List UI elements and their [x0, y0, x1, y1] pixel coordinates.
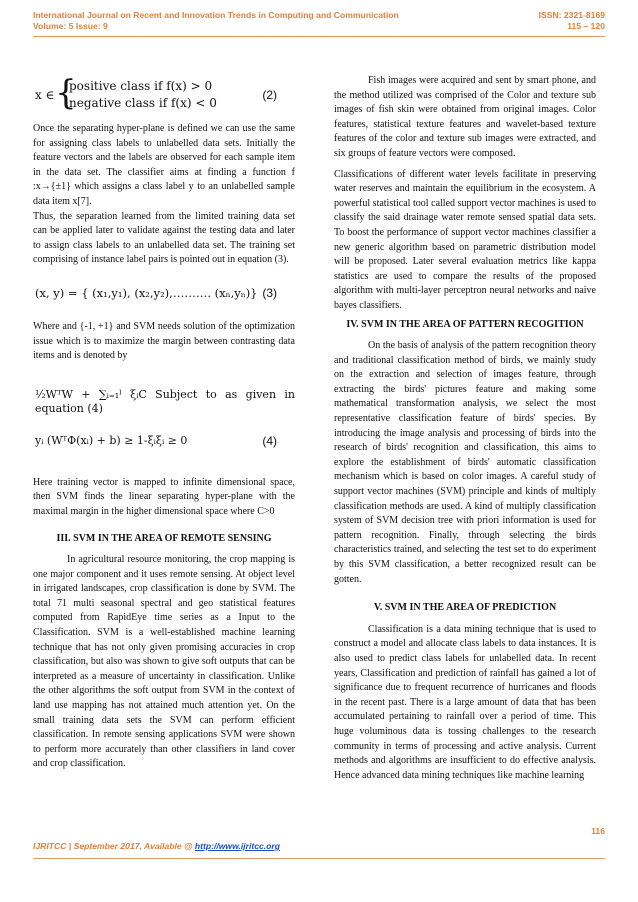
paragraph: Thus, the separation learned from the limited training data set can be applied later to validate against the testing data and later to assign class labels to an unlabelled data set. The training set comprising of instance label pairs is pointed out in equation (3). [33, 210, 295, 266]
page-number: 116 [591, 826, 605, 836]
eq2-number: (2) [262, 88, 277, 102]
page-range: 115 – 120 [567, 21, 605, 31]
eq2-prefix: x ∈ [35, 88, 55, 102]
footer-text: IJRITCC | September 2017, Available @ [33, 841, 195, 851]
eq4-line1: ½WᵀW + ∑ᵢ₌₁ˡ ξᵢC Subject to as given in equation (4) [35, 387, 295, 416]
page-header [33, 10, 605, 32]
issn [539, 10, 605, 32]
section-heading: V. SVM IN THE AREA OF PREDICTION [373, 602, 557, 614]
equation-2: x ∈ { positive class if f(x) > 0 negative class if f(x) < 0 (2) [35, 73, 277, 113]
eq2-line2: negative class if f(x) < 0 [69, 96, 217, 110]
issn-number: ISSN: 2321-8169 [538, 10, 605, 20]
journal-title: International Journal on Recent and Innovation Trends in Computing and Communication [33, 10, 399, 20]
journal-volume: Volume: 5 Issue: 9 [33, 21, 108, 31]
equation-3 [33, 282, 295, 312]
header-rule [33, 36, 605, 37]
eq2-line1: positive class if f(x) > 0 [69, 79, 213, 93]
equation-4 [33, 382, 295, 464]
right-column [334, 74, 596, 783]
paragraph: Here training vector is mapped to infinite dimensional space, then SVM finds the linear separating hyper-plane with the maximal margin in the higher dimensional space where C>0 [33, 476, 295, 517]
section-heading: IV. SVM IN THE AREA OF PATTERN RECOGITION [346, 318, 584, 330]
paragraph: Fish images were acquired and sent by smart phone, and the method utilized was comprised of the Color and texture sub images of fish skin were obtained from original images. Color features, statistical texture features and wavelet-based texture features of the color and texture sub images were extracted, and six groups of feature vectors were composed. [334, 75, 596, 159]
footer-link[interactable]: http://www.ijritcc.org [194, 841, 281, 851]
eq3-number: (3) [262, 285, 277, 300]
paragraph: On the basis of analysis of the pattern recognition theory and traditional classification method of birds, we mainly study on the extraction and selection of images feature, through extracting the birds' pictures feature and making some mathematical transformation analysis, we select the most representative classification feature of birds' species. By introducing the image analysis and processing of birds into the research of birds' recognition and classification, this aims to explore the establishment of birds' automatic classification mechanism which is based on color images. A careful study of support vector machines (SVM) principle and kinds of multiply classification methods are used. A kind of multiply classification system of SVM decision tree with priori information is used for pattern recognition. Finally, through selecting the birds characteristics trained, and selecting the test set to do experiment by this SVM classification, a better recognized result can be gotten. [334, 340, 596, 585]
eq4-line2: yᵢ (WᵀΦ(xᵢ) + b) ≥ 1-ξᵢξᵢ ≥ 0 [35, 433, 188, 447]
section-heading: III. SVM IN THE AREA OF REMOTE SENSING [56, 532, 272, 544]
paragraph: Classifications of different water levels facilitate in preserving water reserves and maintain the equilibrium in the ecosystem. A powerful statistical tool called support vector machines is used to classify the said drainage water remote sensed spatial data sets. To boost the performance of support vector machines classifier a new generic algorithm based on parametric distribution model will be proposed. Later several evaluation metrics like kappa statistics are used to compare the results of the proposed algorithm with multi-layer perceptron neural networks and naive bayes classifiers. [334, 168, 596, 311]
left-column [33, 74, 295, 772]
paragraph: Classification is a data mining technique that is used to construct a model and allocate class labels to data instances. It is also used to predict class labels for unlabelled data. In recent years, Classification and prediction of rainfall has gained a lot of significance due to frequent recurrence of hurricanes and floods in the recent past. There is a large amount of data that has been accumulated pertaining to rainfall over a period of time. This huge voluminous data is tossing challenges to the research community in terms of processing and active analysis. Current methods and algorithms are insufficient to do effective analysis. Hence advanced data mining techniques like machine learning [334, 623, 596, 781]
paragraph: In agricultural resource monitoring, the crop mapping is one major component and it uses remote sensing. At object level in irrigated landscapes, crop classification is done by SVM. The total 71 multi seasonal spectral and geo statistical features computed from RapidEye time series as a Input to the Classification. SVM is a well-established machine learning technique that has not only given promising accuracies in crop classification, but also was shown to give soft outputs that can be interpreted as a measure of uncertainty in classification. Unlike the other algorithms the soft output from SVM in the context of land use mapping has not attained much attention yet. On the small training data sets the SVM can perform efficient classification. In remote sensing applications SVM were shown to perform more accurately than other classifiers in land cover and crop classification. [33, 554, 295, 770]
paragraph: Once the separating hyper-plane is defined we can use the same for assigning class labels to unlabelled data sets. Initially the feature vectors and the labels are observed for each sample item in the data set. The classifier aims at finding a function f :x→{±1} which assigns a class label y to an unlabelled sample data item x[7]. [33, 123, 295, 207]
eq4-number: (4) [262, 433, 277, 448]
eq3-body: (x, y) = { (x₁,y₁), (x₂,y₂),………. (xₙ,yₙ)} [35, 285, 258, 300]
page-footer [33, 841, 280, 851]
footer-rule [33, 858, 605, 859]
paragraph: Where and {-1, +1} and SVM needs solution of the optimization issue which is to maximize the margin between contrasting data items and is denoted by [33, 320, 295, 362]
